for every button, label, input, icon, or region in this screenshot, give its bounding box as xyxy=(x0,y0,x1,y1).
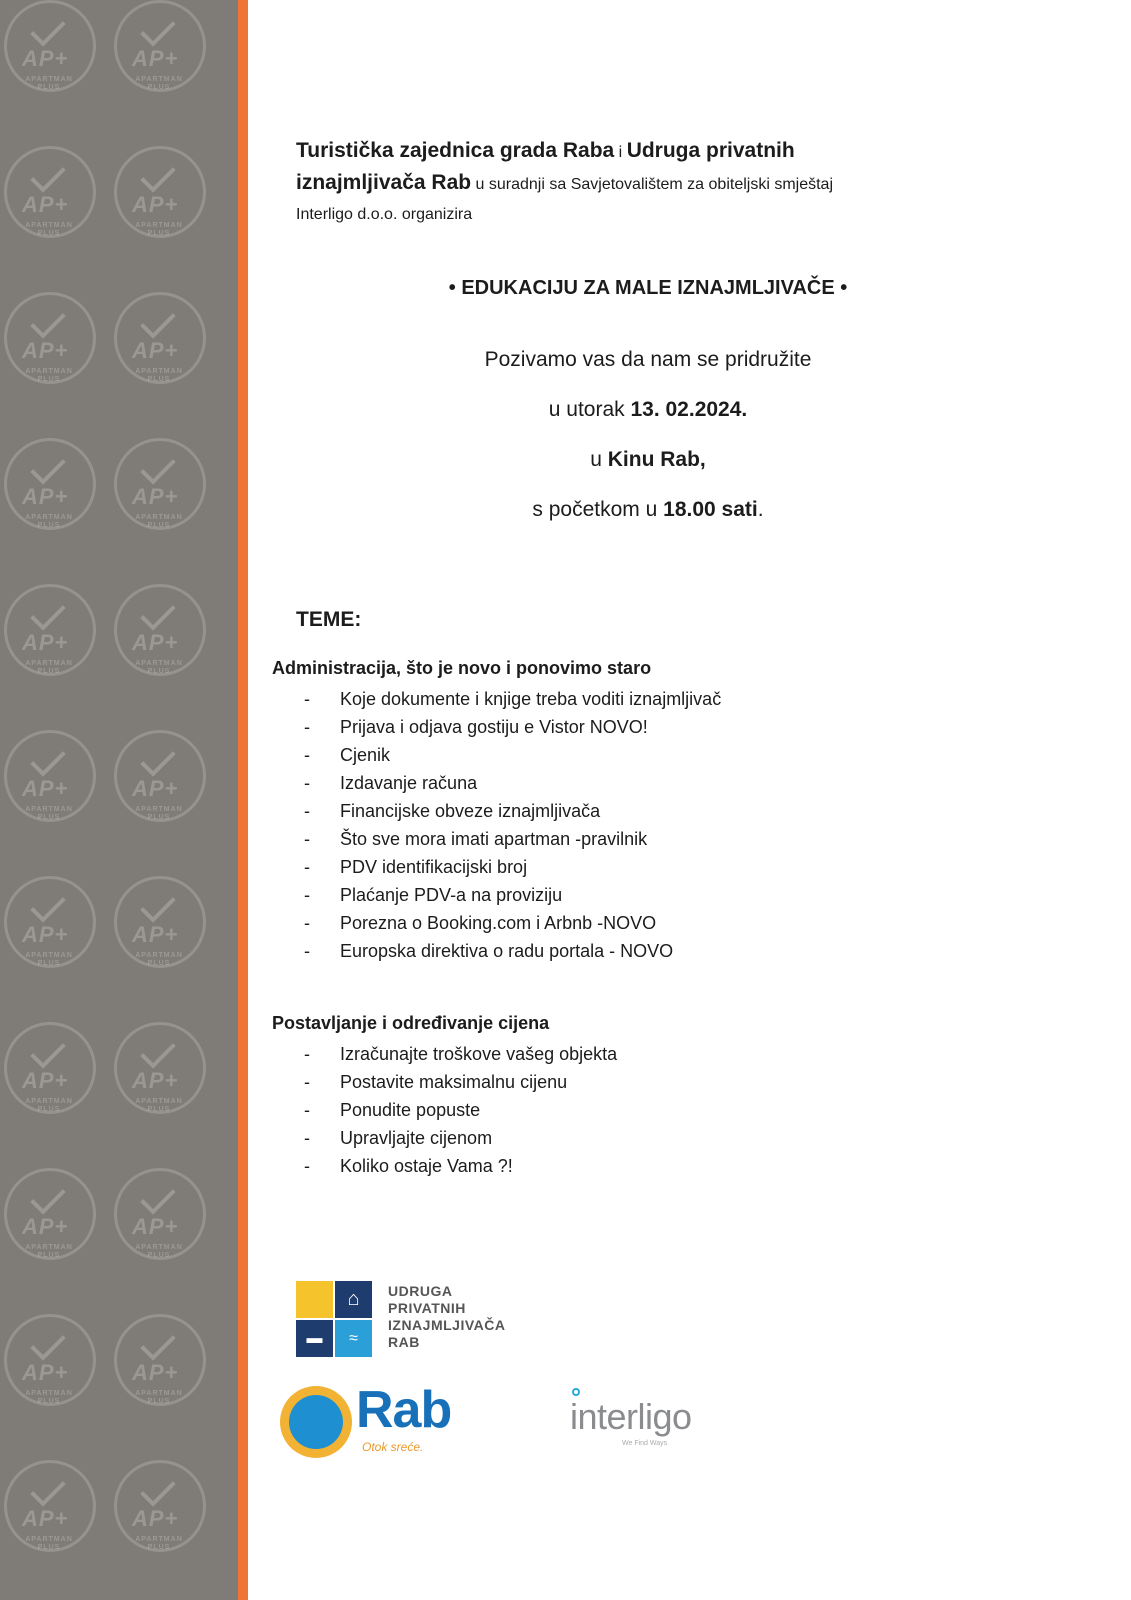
topic-list xyxy=(304,685,721,965)
list-item: - Postavite maksimalnu cijenu xyxy=(304,1072,568,1092)
watermark-badge: AP+ APARTMAN PLUS xyxy=(0,1148,102,1294)
topic-list xyxy=(304,1040,617,1180)
list-item: - Financijske obveze iznajmljivača xyxy=(304,801,601,821)
watermark-badge: AP+ APARTMAN PLUS xyxy=(102,564,212,710)
orange-stripe xyxy=(238,0,248,1600)
watermark-badge: AP+ APARTMAN PLUS xyxy=(0,564,102,710)
topics-heading: TEME: xyxy=(296,608,362,631)
list-item: - Koliko ostaje Vama ?! xyxy=(304,1156,513,1176)
watermark-badge: AP+ APARTMAN PLUS xyxy=(102,1148,212,1294)
watermark-badge: AP+ APARTMAN PLUS xyxy=(102,1440,212,1586)
list-item: - Izračunajte troškove vašeg objekta xyxy=(304,1044,618,1064)
intro-paragraph: Turistička zajednica grada Raba i Udruga privatnih iznajmljivača Rab u suradnji sa Savjetovalištem za obiteljski smještaj Interligo d.o.o. organizira xyxy=(296,139,834,223)
watermark-badge: AP+ APARTMAN PLUS xyxy=(102,272,212,418)
list-item: - Upravljajte cijenom xyxy=(304,1128,493,1148)
watermark-badge: AP+ APARTMAN PLUS xyxy=(0,126,102,272)
udruga-logo-text: UDRUGA PRIVATNIH IZNAJMLJIVAČA RAB xyxy=(388,1283,506,1350)
watermark-badge: AP+ APARTMAN PLUS xyxy=(0,710,102,856)
wifi-icon xyxy=(572,1388,580,1396)
list-item: - Što sve mora imati apartman -pravilnik xyxy=(304,829,648,849)
list-item: - Izdavanje računa xyxy=(304,773,478,793)
section-title: Administracija, što je novo i ponovimo staro xyxy=(272,658,652,678)
event-headline: • EDUKACIJU ZA MALE IZNAJMLJIVAČE • xyxy=(448,277,848,299)
watermark-badge: AP+ APARTMAN PLUS xyxy=(0,856,102,1002)
rab-logo: Rab Otok sreće. xyxy=(280,1386,470,1462)
org-tz-rab: Turistička zajednica grada Raba xyxy=(296,139,615,162)
watermark-badge: AP+ APARTMAN PLUS xyxy=(0,0,102,126)
event-date: u utorak 13. 02.2024. xyxy=(548,398,748,421)
watermark-badge: AP+ APARTMAN PLUS xyxy=(102,856,212,1002)
list-item: - Porezna o Booking.com i Arbnb -NOVO xyxy=(304,913,657,933)
list-item: - Koje dokumente i knjige treba voditi iznajmljivač xyxy=(304,689,722,709)
list-item: - Europska direktiva o radu portala - NOVO xyxy=(304,941,674,961)
interligo-logo: interligo We Find Ways xyxy=(570,1396,692,1438)
watermark-badge: AP+ APARTMAN PLUS xyxy=(102,1002,212,1148)
watermark-badge: AP+ APARTMAN PLUS xyxy=(0,1002,102,1148)
list-item: - Ponudite popuste xyxy=(304,1100,481,1120)
event-place: u Kinu Rab, xyxy=(590,448,706,471)
watermark-badge: AP+ APARTMAN PLUS xyxy=(102,126,212,272)
document-content xyxy=(248,0,1131,1600)
org-udruga-cont: iznajmljivača Rab xyxy=(296,171,472,194)
watermark-badge: AP+ APARTMAN PLUS xyxy=(102,0,212,126)
list-item: - Plaćanje PDV-a na proviziju xyxy=(304,885,563,905)
watermark-badge: AP+ APARTMAN PLUS xyxy=(102,1294,212,1440)
list-item: - PDV identifikacijski broj xyxy=(304,857,528,877)
watermark-badge: AP+ APARTMAN PLUS xyxy=(0,418,102,564)
watermark-badge: AP+ APARTMAN PLUS xyxy=(0,1294,102,1440)
watermark-badge: AP+ APARTMAN PLUS xyxy=(102,418,212,564)
udruga-logo: ⌂ ▬ ≈ xyxy=(296,1281,372,1357)
list-item: - Prijava i odjava gostiju e Vistor NOVO! xyxy=(304,717,648,737)
event-time: s početkom u 18.00 sati. xyxy=(532,498,764,521)
sidebar-watermark-panel xyxy=(0,0,238,1600)
list-item: - Cjenik xyxy=(304,745,391,765)
watermark-badge: AP+ APARTMAN PLUS xyxy=(0,1440,102,1586)
section-title: Postavljanje i određivanje cijena xyxy=(272,1013,550,1033)
org-udruga: Udruga privatnih xyxy=(626,139,795,162)
invite-line: Pozivamo vas da nam se pridružite xyxy=(484,348,812,371)
watermark-badge: AP+ APARTMAN PLUS xyxy=(0,272,102,418)
intro-line3: Interligo d.o.o. organizira xyxy=(296,206,473,223)
watermark-badge: AP+ APARTMAN PLUS xyxy=(102,710,212,856)
